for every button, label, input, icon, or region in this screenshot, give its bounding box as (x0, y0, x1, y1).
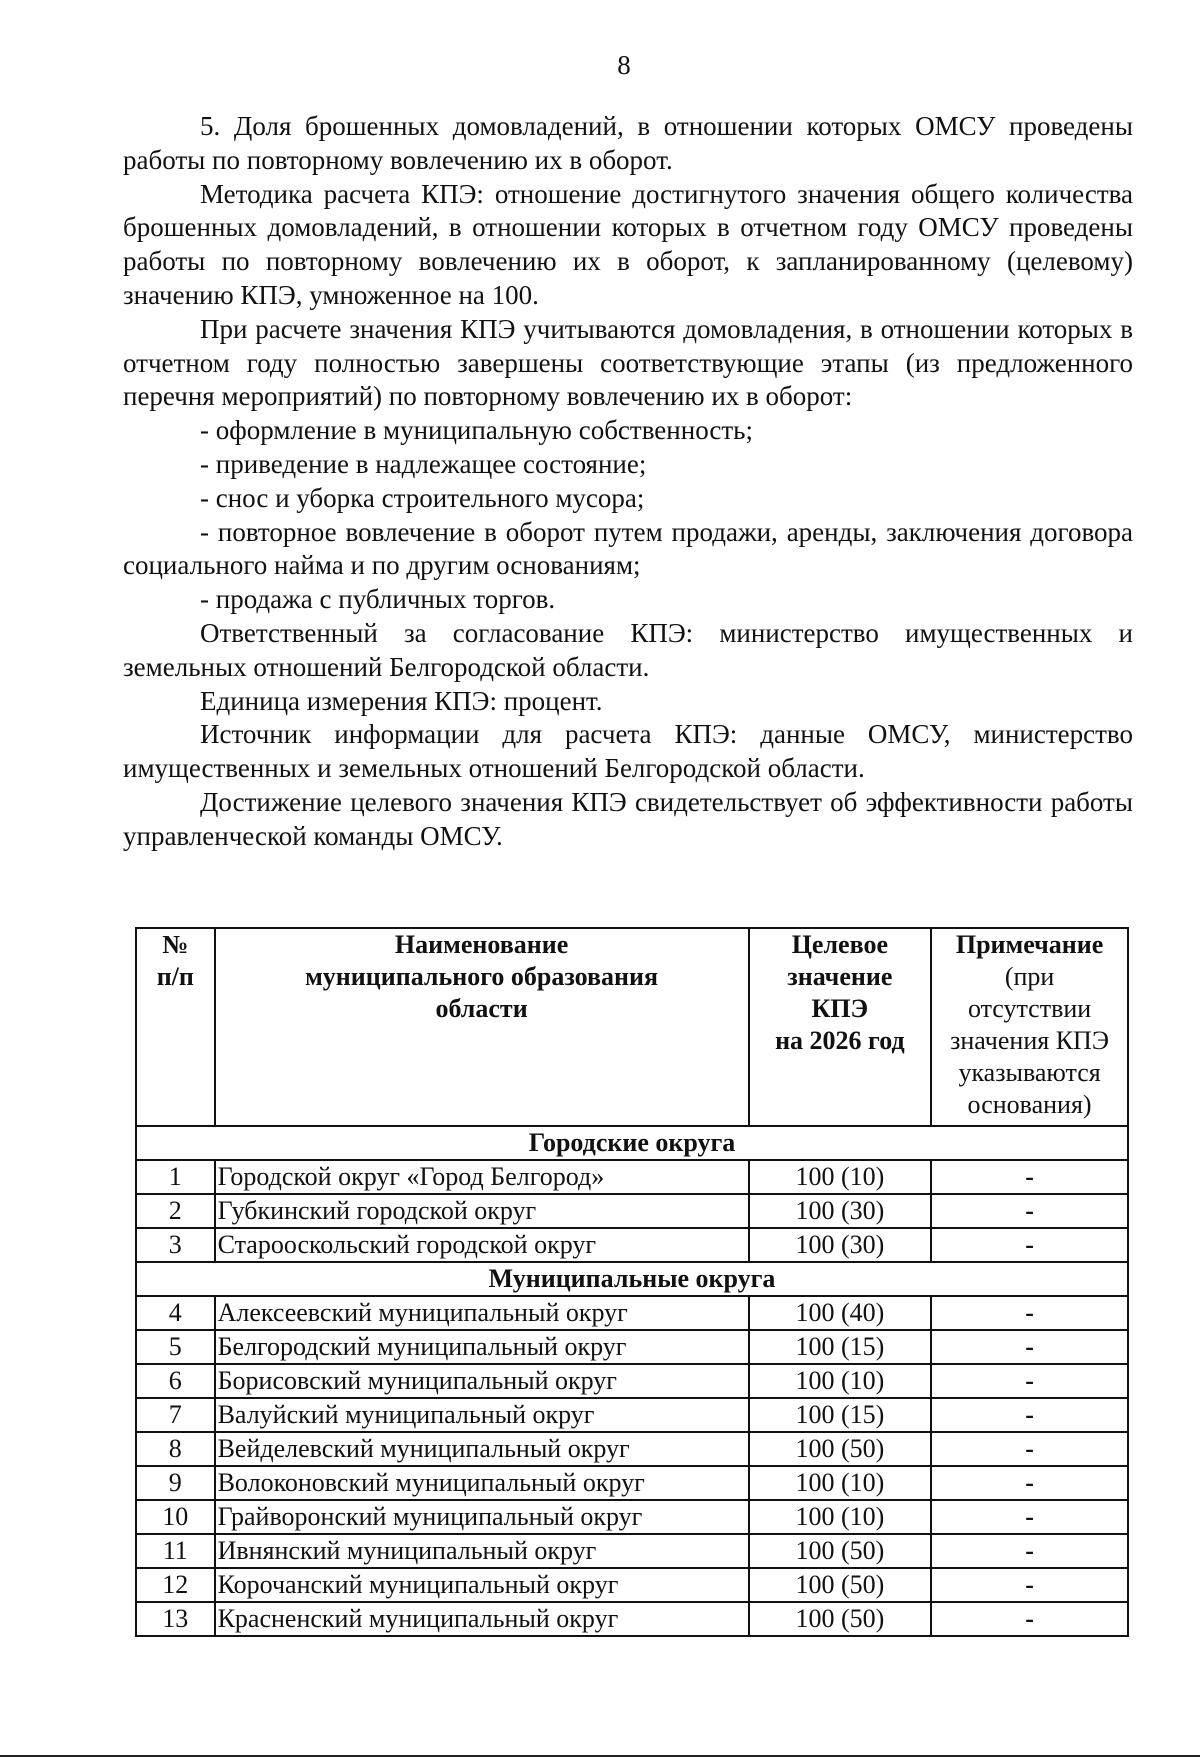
row-number: 9 (136, 1466, 215, 1500)
bottom-rule (0, 1755, 1200, 1757)
table-row (136, 1364, 1128, 1398)
list-item: - оформление в муниципальную собственность; (200, 415, 753, 446)
header-name-text: Наименование муниципального образования области (305, 930, 659, 1023)
municipality-name: Красненский муниципальный округ (215, 1602, 749, 1636)
row-number: 1 (136, 1160, 215, 1194)
list-item: - повторное вовлечение в оборот путем продажи, аренды, заключения договора социального найма и по другим основаниям; (123, 516, 1133, 581)
note-cell: - (931, 1364, 1128, 1398)
row-number: 7 (136, 1398, 215, 1432)
paragraph: При расчете значения КПЭ учитываются домовладения, в отношении которых в отчетном году полностью завершены соответствующие этапы (из предложенного перечня мероприятий) по повторному вовлечению их в оборот: (123, 313, 1133, 412)
note-cell: - (931, 1568, 1128, 1602)
paragraph: 5. Доля брошенных домовладений, в отношении которых ОМСУ проведены работы по повторному вовлечению их в оборот. (123, 111, 1133, 175)
municipality-name: Алексеевский муниципальный округ (215, 1296, 749, 1330)
municipality-name: Корочанский муниципальный округ (215, 1568, 749, 1602)
header-value (749, 928, 932, 1126)
paragraph: Методика расчета КПЭ: отношение достигнутого значения общего количества брошенных домовладений, в отношении которых в отчетном году ОМСУ проведены работы по повторному вовлечению их в оборот, к запланированному (целевому) значению КПЭ, умноженное на 100. (123, 178, 1133, 310)
target-value: 100 (10) (749, 1160, 932, 1194)
note-cell: - (931, 1398, 1128, 1432)
note-cell: - (931, 1466, 1128, 1500)
row-number: 5 (136, 1330, 215, 1364)
note-cell: - (931, 1500, 1128, 1534)
target-value: 100 (15) (749, 1398, 932, 1432)
municipality-name: Ивнянский муниципальный округ (215, 1534, 749, 1568)
table-header-row (136, 928, 1128, 1126)
note-cell: - (931, 1534, 1128, 1568)
municipality-name: Старооскольский городской округ (215, 1228, 749, 1262)
target-value: 100 (50) (749, 1534, 932, 1568)
paragraph: Источник информации для расчета КПЭ: данные ОМСУ, министерство имущественных и земельных отношений Белгородской области. (123, 719, 1133, 784)
header-note-title: Примечание (955, 930, 1104, 959)
table-row (136, 1330, 1128, 1364)
row-number: 13 (136, 1602, 215, 1636)
page-number: 8 (617, 50, 631, 80)
table-row (136, 1466, 1128, 1500)
table-row (136, 1568, 1128, 1602)
target-value: 100 (50) (749, 1602, 932, 1636)
target-value: 100 (15) (749, 1330, 932, 1364)
paragraph: Ответственный за согласование КПЭ: министерство имущественных и земельных отношений Белгородской области. (123, 617, 1133, 682)
group-row (136, 1262, 1128, 1296)
target-value: 100 (10) (749, 1364, 932, 1398)
target-value: 100 (10) (749, 1500, 932, 1534)
row-number: 2 (136, 1194, 215, 1228)
paragraph: Достижение целевого значения КПЭ свидетельствует об эффективности работы управленческой команды ОМСУ. (123, 786, 1133, 851)
table-row (136, 1398, 1128, 1432)
group-title: Муниципальные округа (136, 1262, 1128, 1296)
table-row (136, 1534, 1128, 1568)
municipality-name: Городской округ «Город Белгород» (215, 1160, 749, 1194)
table-row (136, 1194, 1128, 1228)
municipality-name: Грайворонский муниципальный округ (215, 1500, 749, 1534)
table-row (136, 1500, 1128, 1534)
target-value: 100 (50) (749, 1568, 932, 1602)
header-note (931, 928, 1128, 1126)
header-note-sub: (при отсутствии значения КПЭ указываются основания) (950, 962, 1109, 1119)
table-row (136, 1432, 1128, 1466)
row-number: 12 (136, 1568, 215, 1602)
target-value: 100 (40) (749, 1296, 932, 1330)
note-cell: - (931, 1432, 1128, 1466)
kpe-table (135, 927, 1129, 1637)
municipality-name: Белгородский муниципальный округ (215, 1330, 749, 1364)
table-row (136, 1602, 1128, 1636)
table-row (136, 1160, 1128, 1194)
header-value-text: Целевое значение КПЭ на 2026 год (775, 930, 905, 1055)
note-cell: - (931, 1160, 1128, 1194)
target-value: 100 (50) (749, 1432, 932, 1466)
municipality-name: Губкинский городской округ (215, 1194, 749, 1228)
paragraph: Единица измерения КПЭ: процент. (200, 685, 603, 716)
header-name (215, 928, 749, 1126)
group-title: Городские округа (136, 1126, 1128, 1160)
municipality-name: Борисовский муниципальный округ (215, 1364, 749, 1398)
note-cell: - (931, 1296, 1128, 1330)
document-body (123, 110, 1133, 854)
table-row (136, 1296, 1128, 1330)
header-num-text: № п/п (156, 930, 194, 991)
note-cell: - (931, 1602, 1128, 1636)
list-item: - снос и уборка строительного мусора; (200, 482, 645, 513)
municipality-name: Валуйский муниципальный округ (215, 1398, 749, 1432)
row-number: 4 (136, 1296, 215, 1330)
list-item: - продажа с публичных торгов. (200, 584, 556, 615)
note-cell: - (931, 1228, 1128, 1262)
target-value: 100 (30) (749, 1228, 932, 1262)
header-num (136, 928, 215, 1126)
row-number: 6 (136, 1364, 215, 1398)
target-value: 100 (10) (749, 1466, 932, 1500)
municipality-name: Волоконовский муниципальный округ (215, 1466, 749, 1500)
row-number: 3 (136, 1228, 215, 1262)
table-body (136, 1126, 1128, 1636)
table-row (136, 1228, 1128, 1262)
row-number: 10 (136, 1500, 215, 1534)
group-row (136, 1126, 1128, 1160)
note-cell: - (931, 1330, 1128, 1364)
row-number: 11 (136, 1534, 215, 1568)
target-value: 100 (30) (749, 1194, 932, 1228)
row-number: 8 (136, 1432, 215, 1466)
note-cell: - (931, 1194, 1128, 1228)
municipality-name: Вейделевский муниципальный округ (215, 1432, 749, 1466)
list-item: - приведение в надлежащее состояние; (200, 448, 647, 479)
